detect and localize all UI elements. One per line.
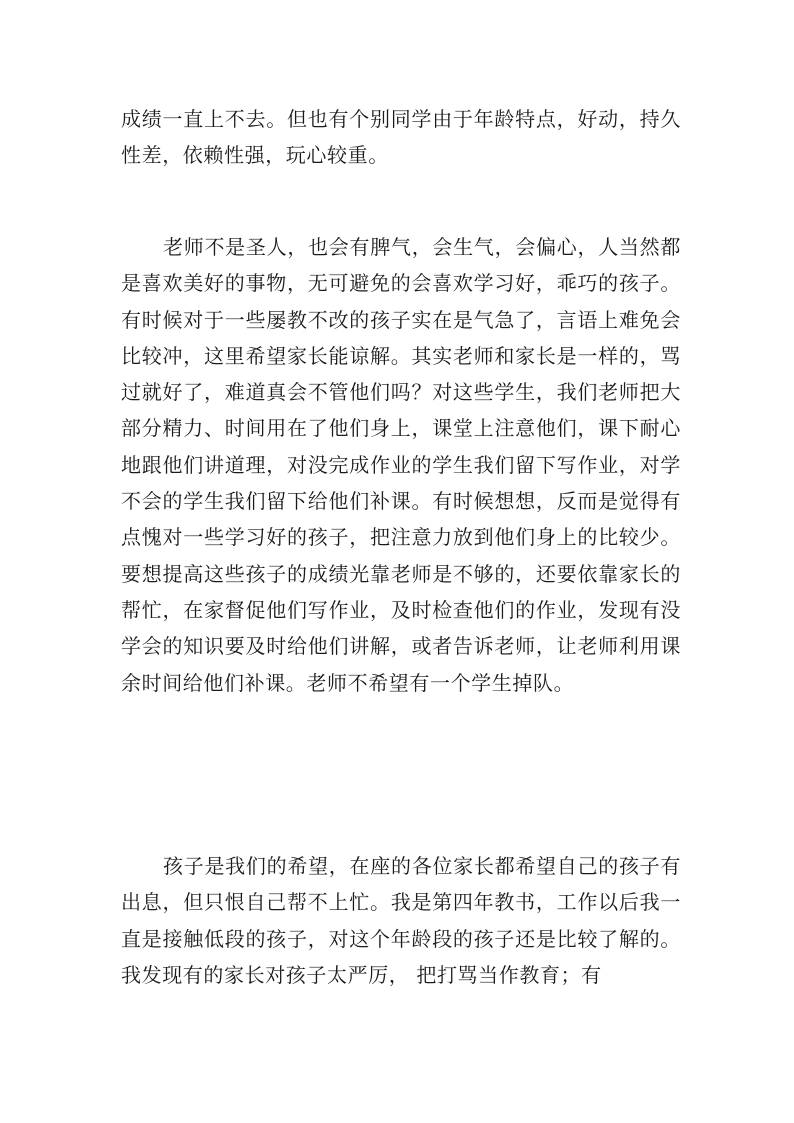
paragraph-1: 成绩一直上不去。但也有个别同学由于年龄特点，好动，持久性差，依赖性强，玩心较重。: [121, 107, 681, 168]
paragraph-3: 孩子是我们的希望，在座的各位家长都希望自己的孩子有出息，但只恨自己帮不上忙。我是第四年教书，工作以后我一直是接触低段的孩子，对这个年龄段的孩子还是比较了解的。我发现有的家长对孩子太严厉， 把打骂当作教育；有: [121, 854, 681, 987]
paragraph-2: 老师不是圣人，也会有脾气，会生气，会偏心，人当然都是喜欢美好的事物，无可避免的会喜欢学习好，乖巧的孩子。有时候对于一些屡教不改的孩子实在是气急了，言语上难免会比较冲，这里希望家长能谅解。其实老师和家长是一样的，骂过就好了，难道真会不管他们吗？对这些学生，我们老师把大部分精力、时间用在了他们身上，课堂上注意他们，课下耐心地跟他们讲道理，对没完成作业的学生我们留下写作业，对学不会的学生我们留下给他们补课。有时候想想，反而是觉得有点愧对一些学习好的孩子，把注意力放到他们身上的比较少。要想提高这些孩子的成绩光靠老师是不够的，还要依靠家长的帮忙，在家督促他们写作业，及时检查他们的作业，发现有没学会的知识要及时给他们讲解，或者告诉老师，让老师利用课余时间给他们补课。老师不希望有一个学生掉队。: [121, 235, 681, 695]
